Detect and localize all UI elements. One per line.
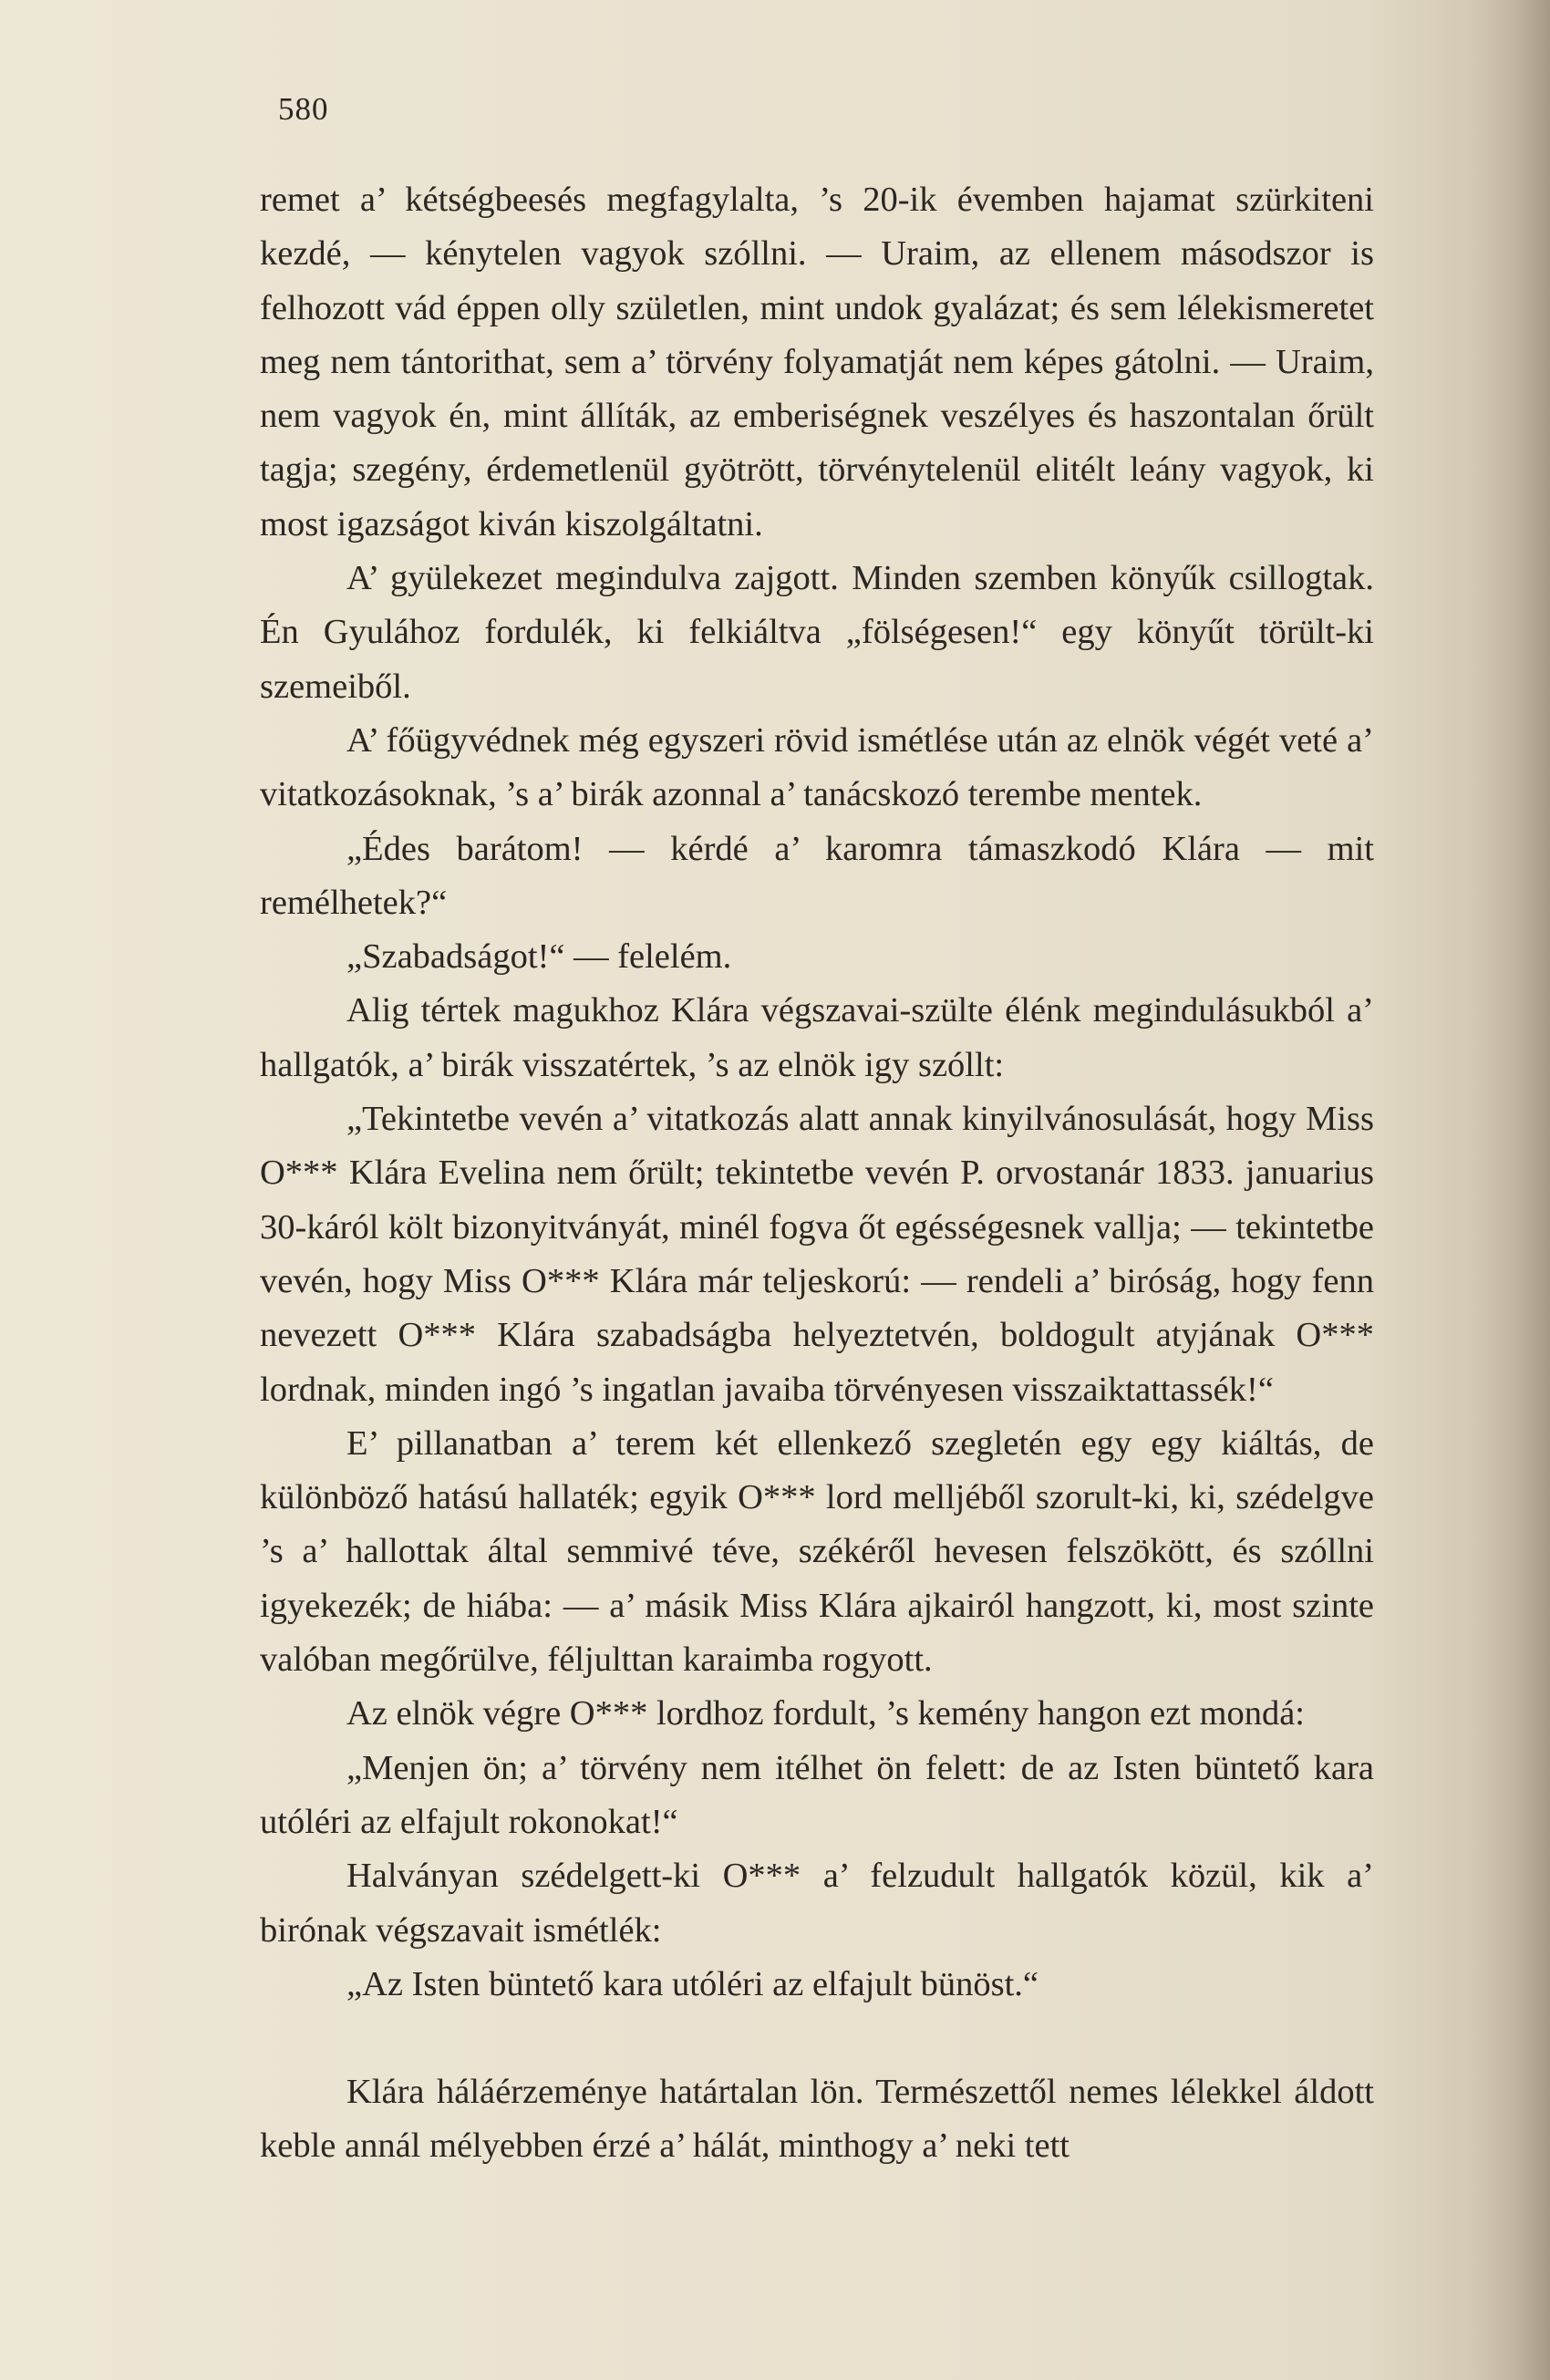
paragraph-5: „Szabadságot!“ — felelém. bbox=[346, 937, 732, 977]
paragraph-4: „Édes barátom! — kérdé a’ karomra támaszkodó Klára — mit remélhetek?“ bbox=[260, 829, 1374, 922]
paragraph-9: Az elnök végre O*** lordhoz fordult, ’s kemény hangon ezt mondá: bbox=[346, 1694, 1305, 1733]
paragraph-2: A’ gyülekezet megindulva zajgott. Minden szemben könyűk csillogtak. Én Gyulához fordulék, ki felkiáltva „fölségesen!“ egy könyűt törült-ki szemeiből. bbox=[260, 559, 1374, 706]
paragraph-13: Klára háláérzeménye határtalan lön. Természettől nemes lélekkel áldott keble annál mélyebben érzé a’ hálát, minthogy a’ neki tett bbox=[260, 2073, 1374, 2166]
paragraph-12: „Az Isten büntető kara utóléri az elfajult bünöst.“ bbox=[346, 1964, 1039, 2003]
paragraph-6: Alig tértek magukhoz Klára végszavai-szülte élénk megindulásukból a’ hallgatók, a’ birák visszatértek, ’s az elnök igy szóllt: bbox=[260, 991, 1374, 1084]
page-edge-shadow bbox=[1468, 0, 1550, 2380]
paragraph-10: „Menjen ön; a’ törvény nem itélhet ön felett: de az Isten büntető kara utóléri az elfajult rokonokat!“ bbox=[260, 1748, 1374, 1841]
paragraph-3: A’ főügyvédnek még egyszeri rövid ismétlése után az elnök végét veté a’ vitatkozásoknak, ’s a’ birák azonnal a’ tanácskozó terembe mentek. bbox=[260, 720, 1374, 814]
page-number: 580 bbox=[278, 91, 329, 127]
section-gap bbox=[260, 2012, 1374, 2065]
paragraph-11: Halványan szédelgett-ki O*** a’ felzudult hallgatók közül, kik a’ birónak végszavait ismétlék: bbox=[260, 1857, 1374, 1950]
body-text bbox=[260, 173, 1374, 2174]
paragraph-8: E’ pillanatban a’ terem két ellenkező szegletén egy egy kiáltás, de különböző hatású hallaték; egyik O*** lord melljéből szorult-ki, ki, szédelgve ’s a’ hallottak által semmivé téve, székéről hevesen felszökött, és szóllni igyekezék; de hiába: — a’ másik Miss Klára ajkairól hangzott, ki, most szinte valóban megőrülve, féljulttan karaimba rogyott. bbox=[260, 1423, 1374, 1680]
paragraph-1: remet a’ kétségbeesés megfagylalta, ’s 20-ik évemben hajamat szürkiteni kezdé, — kénytelen vagyok szóllni. — Uraim, az ellenem másodszor is felhozott vád éppen olly születlen, mint undok gyalázat; és sem lélekismeretet meg nem tántorithat, sem a’ törvény folyamatját nem képes gátolni. — Uraim, nem vagyok én, mint állíták, az emberiségnek veszélyes és haszontalan őrült tagja; szegény, érdemetlenül gyötrött, törvénytelenül elitélt leány vagyok, ki most igazságot kiván kiszolgáltatni. bbox=[260, 181, 1374, 543]
paragraph-7: „Tekintetbe vevén a’ vitatkozás alatt annak kinyilvánosulását, hogy Miss O*** Klára Evelina nem őrült; tekintetbe vevén P. orvostanár 1833. januarius 30-káról költ bizonyitványát, minél fogva őt egésségesnek vallja; — tekintetbe vevén, hogy Miss O*** Klára már teljeskorú: — rendeli a’ biróság, hogy fenn nevezett O*** Klára szabadságba helyeztetvén, boldogult atyjának O*** lordnak, minden ingó ’s ingatlan javaiba törvényesen visszaiktattassék!“ bbox=[260, 1100, 1374, 1409]
